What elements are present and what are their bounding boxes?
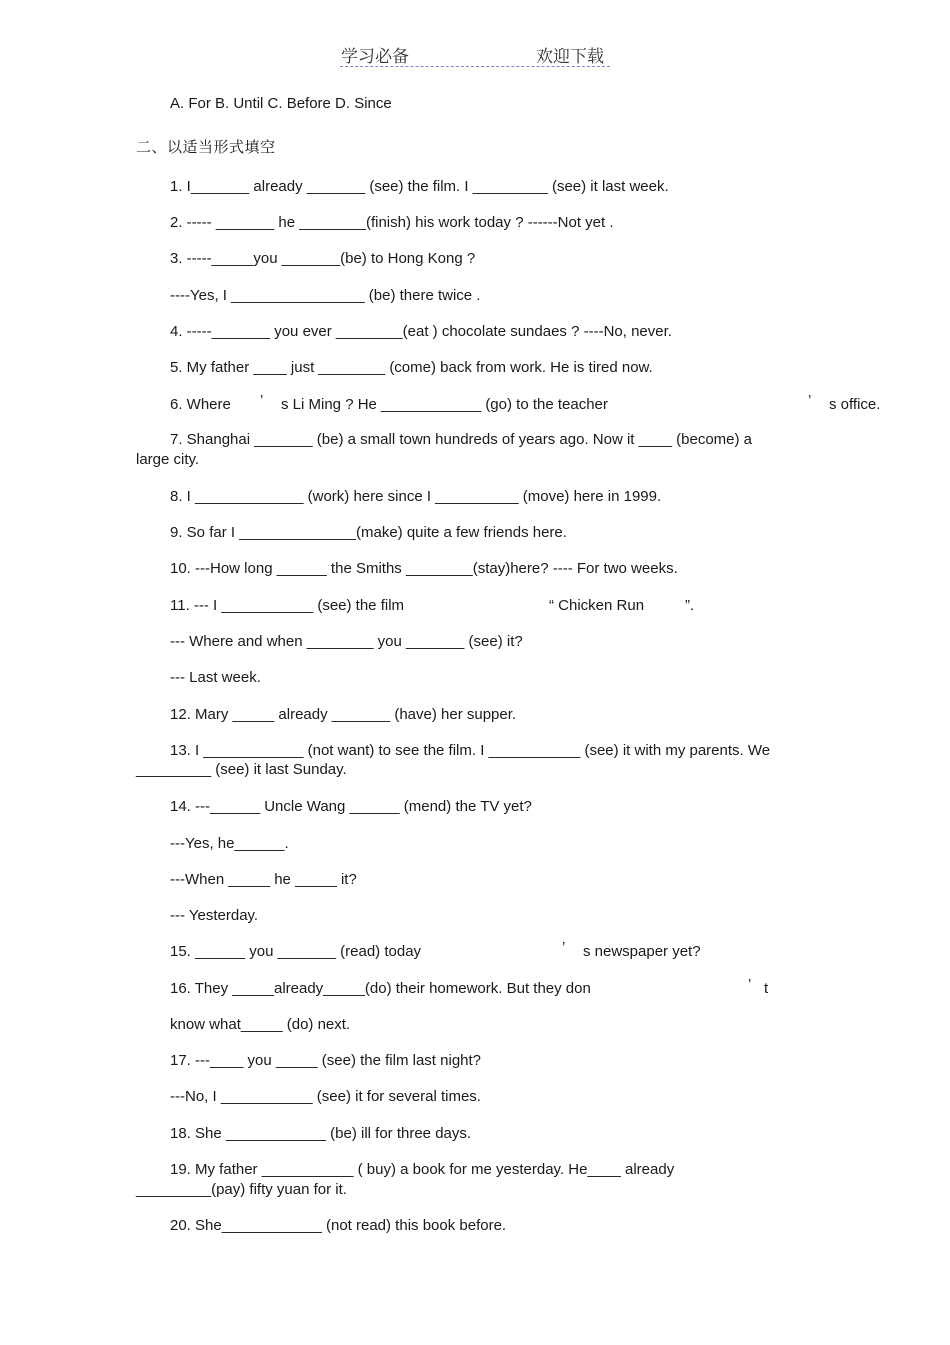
question-18: 18. She ____________ (be) ill for three days. bbox=[170, 1125, 472, 1142]
question-11-line-3: --- Last week. bbox=[170, 669, 261, 686]
question-1: 1. I_______ already _______ (see) the film. I _________ (see) it last week. bbox=[170, 178, 669, 195]
question-12: 12. Mary _____ already _______ (have) her supper. bbox=[170, 706, 517, 723]
question-14-line-4: --- Yesterday. bbox=[170, 907, 259, 924]
question-14-line-2: ---Yes, he______. bbox=[170, 835, 289, 852]
question-19-continued: _________(pay) fifty yuan for it. bbox=[136, 1181, 347, 1198]
question-13-continued: _________ (see) it last Sunday. bbox=[136, 761, 347, 778]
question-17: 17. ---____ you _____ (see) the film last night? bbox=[170, 1052, 482, 1069]
question-3: 3. -----_____you _______(be) to Hong Kong ? bbox=[170, 250, 476, 267]
question-11-film-title: “ Chicken Run bbox=[549, 597, 645, 614]
question-15-apostrophe: ’ bbox=[562, 939, 566, 956]
question-5: 5. My father ____ just ________ (come) back from work. He is tired now. bbox=[170, 359, 653, 376]
question-11-close-quote: ”. bbox=[685, 597, 695, 614]
question-8: 8. I _____________ (work) here since I __________ (move) here in 1999. bbox=[170, 488, 662, 505]
question-19: 19. My father ___________ ( buy) a book for me yesterday. He____ already bbox=[170, 1161, 675, 1178]
question-20: 20. She____________ (not read) this book before. bbox=[170, 1217, 507, 1234]
question-13: 13. I ____________ (not want) to see the film. I ___________ (see) it with my parents. We bbox=[170, 742, 771, 759]
page-header bbox=[340, 42, 610, 67]
question-16-t: t bbox=[764, 980, 769, 997]
section-title: 二、以适当形式填空 bbox=[136, 138, 276, 156]
question-15: 15. ______ you _______ (read) today bbox=[170, 943, 422, 960]
header-right-text: 欢迎下载 bbox=[536, 47, 604, 67]
question-7-continued: large city. bbox=[136, 451, 200, 468]
question-6-apostrophe: ’ bbox=[260, 392, 264, 409]
question-6-middle: s Li Ming ? He ____________ (go) to the teacher bbox=[281, 396, 608, 413]
question-11-line-2: --- Where and when ________ you _______ (see) it? bbox=[170, 633, 523, 650]
question-6-start: 6. Where bbox=[170, 396, 231, 413]
question-9: 9. So far I ______________(make) quite a few friends here. bbox=[170, 524, 567, 541]
question-11: 11. --- I ___________ (see) the film bbox=[170, 597, 405, 614]
question-10: 10. ---How long ______ the Smiths ________(stay)here? ---- For two weeks. bbox=[170, 560, 678, 577]
question-16-line-2: know what_____ (do) next. bbox=[170, 1016, 351, 1033]
question-6-apostrophe-2: ’ bbox=[808, 392, 812, 409]
question-4: 4. -----_______ you ever ________(eat ) chocolate sundaes ? ----No, never. bbox=[170, 323, 672, 340]
question-15-end: s newspaper yet? bbox=[583, 943, 701, 960]
question-14: 14. ---______ Uncle Wang ______ (mend) the TV yet? bbox=[170, 798, 532, 815]
question-16-apostrophe: ’ bbox=[748, 976, 752, 993]
question-7: 7. Shanghai _______ (be) a small town hundreds of years ago. Now it ____ (become) a bbox=[170, 431, 753, 448]
question-6-end: s office. bbox=[829, 396, 881, 413]
question-3-answer: ----Yes, I ________________ (be) there twice . bbox=[170, 287, 481, 304]
header-left-text: 学习必备 bbox=[341, 47, 409, 67]
question-17-line-2: ---No, I ___________ (see) it for several times. bbox=[170, 1088, 481, 1105]
question-14-line-3: ---When _____ he _____ it? bbox=[170, 871, 357, 888]
question-16: 16. They _____already_____(do) their homework. But they don bbox=[170, 980, 591, 997]
options-line: A. For B. Until C. Before D. Since bbox=[170, 95, 392, 112]
question-2: 2. ----- _______ he ________(finish) his work today ? ------Not yet . bbox=[170, 214, 614, 231]
